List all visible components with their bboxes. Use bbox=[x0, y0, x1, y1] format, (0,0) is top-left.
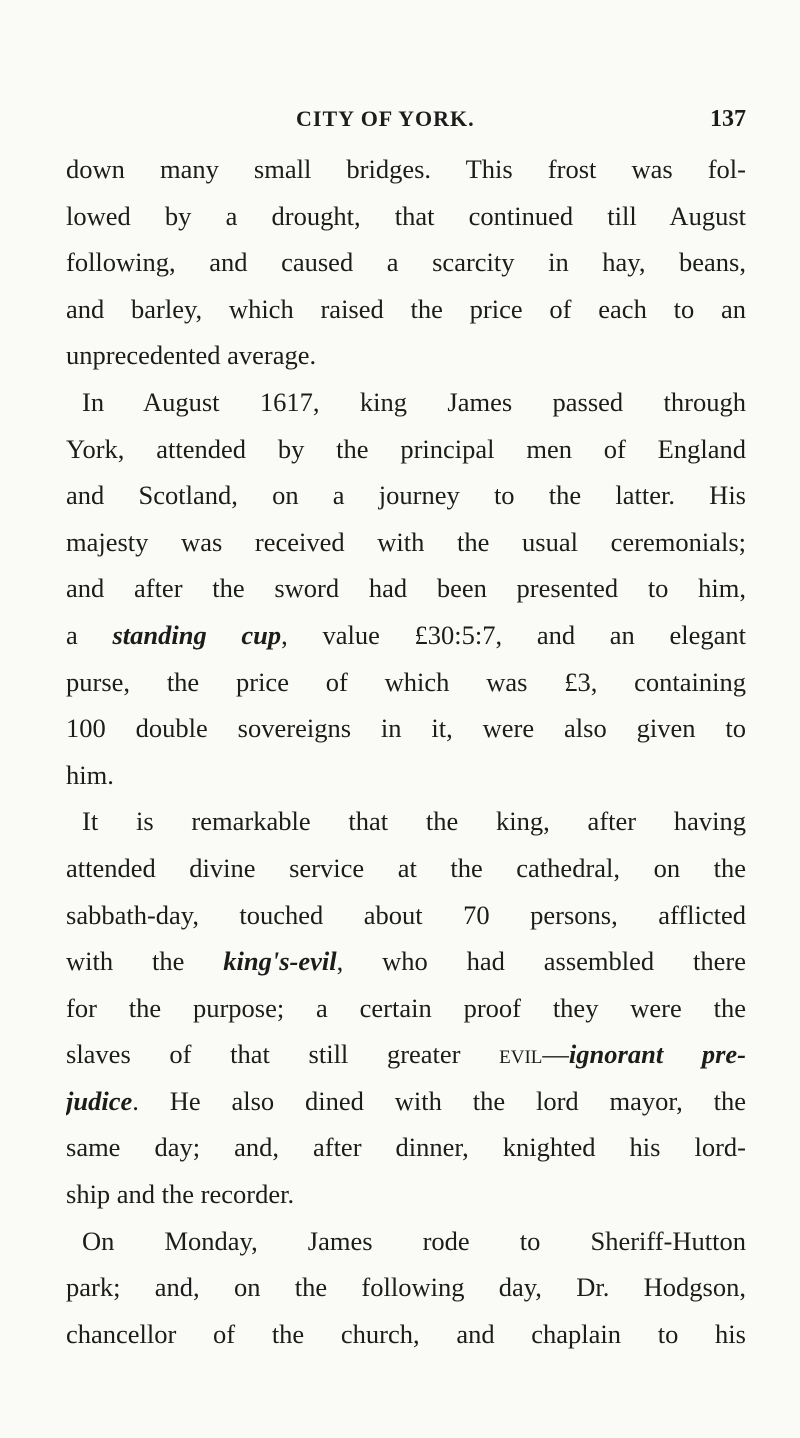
text-line: lowed by a drought, that continued till August bbox=[66, 200, 746, 231]
text-line: 100 double sovereigns in it, were also given to bbox=[66, 713, 746, 744]
text-line: chancellor of the church, and chaplain to his bbox=[66, 1318, 746, 1349]
running-head: CITY OF YORK. bbox=[296, 106, 475, 131]
text-line: and after the sword had been presented to him, bbox=[66, 573, 746, 604]
text-line bbox=[66, 1031, 746, 1078]
text-line: and barley, which raised the price of each to an bbox=[66, 293, 746, 324]
text-line: attended divine service at the cathedral, on the bbox=[66, 852, 746, 883]
em-dash: — bbox=[542, 1039, 569, 1070]
text-line: unprecedented average. bbox=[66, 340, 317, 371]
text-run: . He also dined with the lord mayor, the bbox=[132, 1085, 746, 1116]
text-line: down many small bridges. This frost was fol- bbox=[66, 154, 746, 184]
text-line: sabbath-day, touched about 70 persons, afflicted bbox=[66, 899, 746, 930]
text-line: ship and the recorder. bbox=[66, 1179, 295, 1210]
text-line: for the purpose; a certain proof they were the bbox=[66, 992, 746, 1023]
text-run: , value £30:5:7, and an elegant bbox=[281, 619, 746, 650]
text-line: park; and, on the following day, Dr. Hodgson, bbox=[66, 1272, 746, 1303]
text-line: York, attended by the principal men of England bbox=[66, 433, 746, 464]
text-run: , who had assembled there bbox=[336, 946, 746, 977]
paragraph-start-line: In August 1617, king James passed through bbox=[82, 386, 746, 417]
text-line bbox=[66, 938, 746, 985]
text-run: slaves of that still greater bbox=[66, 1039, 500, 1070]
paragraph-start-line: It is remarkable that the king, after having bbox=[82, 806, 746, 837]
text-line: purse, the price of which was £3, containing bbox=[66, 666, 746, 697]
text-line: and Scotland, on a journey to the latter. His bbox=[66, 480, 746, 511]
text-run: a bbox=[66, 619, 113, 650]
text-line: majesty was received with the usual ceremonials; bbox=[66, 526, 746, 557]
italic-phrase: standing cup bbox=[112, 619, 282, 650]
paragraph-start-line: On Monday, James rode to Sheriff-Hutton bbox=[82, 1225, 746, 1256]
text-line: him. bbox=[66, 759, 114, 790]
text-line bbox=[66, 1078, 746, 1125]
small-caps-word: evil bbox=[499, 1039, 543, 1070]
text-line: following, and caused a scarcity in hay, beans, bbox=[66, 247, 746, 278]
page-header bbox=[66, 106, 746, 146]
italic-phrase: ignorant pre- bbox=[568, 1039, 746, 1070]
text-line: same day; and, after dinner, knighted his lord- bbox=[66, 1132, 746, 1163]
body-text bbox=[66, 146, 746, 1357]
text-run: with the bbox=[66, 946, 224, 977]
page-number: 137 bbox=[710, 106, 746, 132]
italic-phrase: judice bbox=[66, 1085, 133, 1116]
text-line bbox=[66, 612, 746, 659]
italic-phrase: king's-evil bbox=[223, 946, 337, 977]
